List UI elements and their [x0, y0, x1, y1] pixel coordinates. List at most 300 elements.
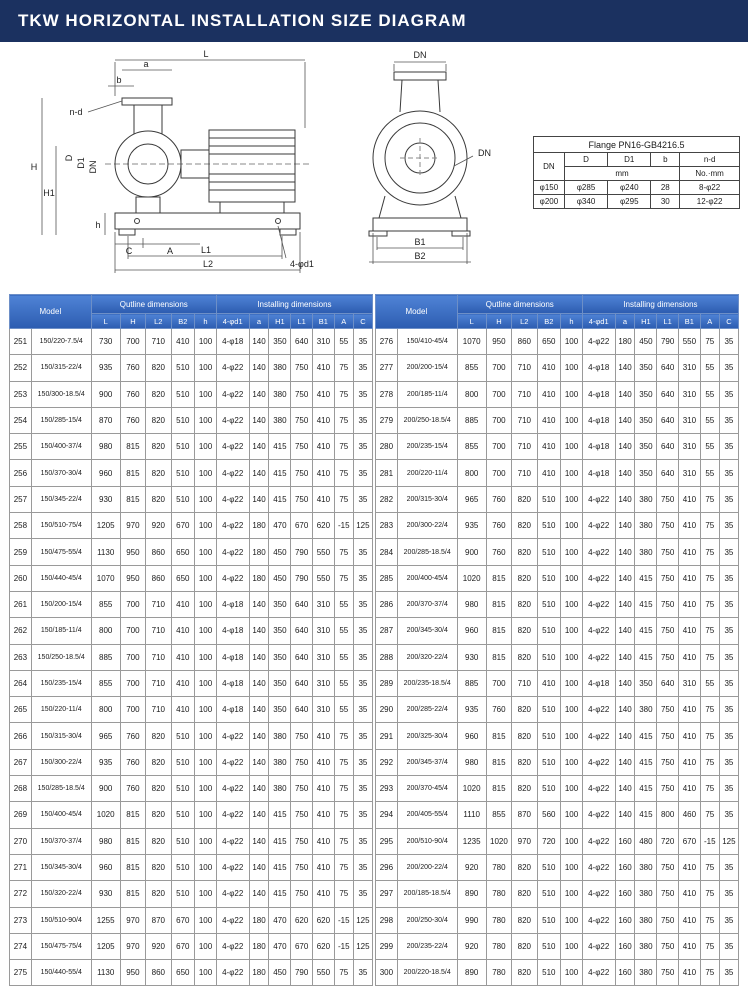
dim-H-label: H	[30, 162, 38, 172]
value-cell: 950	[486, 329, 511, 355]
table-row	[10, 933, 373, 959]
value-cell: 100	[561, 776, 583, 802]
value-cell: 750	[657, 486, 679, 512]
value-cell: 510	[171, 749, 195, 775]
model-cell: 200/320-22/4	[397, 644, 457, 670]
value-cell: 75	[334, 539, 353, 565]
value-cell: 760	[120, 407, 145, 433]
value-cell: 100	[561, 618, 583, 644]
value-cell: 55	[700, 460, 719, 486]
value-cell: 750	[657, 591, 679, 617]
row-index-cell: 265	[10, 697, 32, 723]
value-cell: 100	[561, 460, 583, 486]
outline-dimensions-header: Qutline dimensions	[91, 295, 216, 314]
value-cell: 1110	[457, 802, 486, 828]
value-cell: 670	[171, 907, 195, 933]
value-cell: 550	[679, 329, 701, 355]
col-a: a	[249, 314, 269, 329]
value-cell: 4-φ22	[216, 854, 249, 880]
value-cell: 125	[353, 933, 372, 959]
value-cell: 100	[561, 355, 583, 381]
model-cell: 150/440-45/4	[31, 565, 91, 591]
value-cell: 410	[679, 539, 701, 565]
value-cell: 380	[635, 960, 657, 986]
value-cell: 140	[615, 460, 635, 486]
value-cell: 410	[537, 355, 561, 381]
flange-col-dn: DN	[534, 153, 565, 181]
value-cell: 35	[353, 881, 372, 907]
value-cell: 380	[635, 907, 657, 933]
value-cell: 820	[146, 381, 171, 407]
value-cell: 100	[195, 907, 217, 933]
value-cell: 415	[269, 802, 291, 828]
model-cell: 150/285-15/4	[31, 407, 91, 433]
value-cell: 815	[486, 644, 511, 670]
value-cell: 410	[313, 486, 335, 512]
value-cell: 4-φ22	[216, 802, 249, 828]
value-cell: 890	[457, 960, 486, 986]
value-cell: 35	[719, 644, 738, 670]
value-cell: 700	[120, 591, 145, 617]
col-A: A	[334, 314, 353, 329]
value-cell: 670	[171, 933, 195, 959]
value-cell: 35	[353, 434, 372, 460]
row-index-cell: 275	[10, 960, 32, 986]
value-cell: 55	[334, 329, 353, 355]
model-cell: 200/250-30/4	[397, 907, 457, 933]
row-index-cell: 276	[376, 329, 398, 355]
value-cell: 100	[561, 486, 583, 512]
value-cell: 100	[561, 697, 583, 723]
value-cell: φ340	[564, 195, 607, 209]
value-cell: 860	[146, 539, 171, 565]
dim-B1-label: B1	[414, 237, 426, 247]
value-cell: 750	[657, 513, 679, 539]
table-row	[10, 881, 373, 907]
value-cell: 750	[657, 618, 679, 644]
value-cell: 870	[146, 907, 171, 933]
value-cell: 30	[651, 195, 680, 209]
value-cell: 790	[291, 565, 313, 591]
value-cell: 310	[679, 460, 701, 486]
table-row	[10, 539, 373, 565]
value-cell: 900	[457, 539, 486, 565]
value-cell: 35	[353, 802, 372, 828]
model-cell: 150/220-11/4	[31, 697, 91, 723]
value-cell: 510	[537, 933, 561, 959]
value-cell: 75	[700, 854, 719, 880]
value-cell: 710	[512, 355, 537, 381]
value-cell: 4-φ22	[216, 749, 249, 775]
value-cell: 75	[700, 907, 719, 933]
table-row	[376, 907, 739, 933]
value-cell: 75	[700, 565, 719, 591]
value-cell: 350	[269, 591, 291, 617]
value-cell: 160	[615, 933, 635, 959]
value-cell: 4-φ18	[216, 618, 249, 644]
value-cell: 815	[486, 749, 511, 775]
value-cell: 75	[334, 565, 353, 591]
value-cell: 410	[679, 618, 701, 644]
value-cell: 820	[512, 881, 537, 907]
value-cell: 4-φ22	[582, 697, 615, 723]
value-cell: φ285	[564, 181, 607, 195]
value-cell: 350	[635, 381, 657, 407]
value-cell: 750	[291, 355, 313, 381]
value-cell: 710	[146, 670, 171, 696]
value-cell: 100	[561, 407, 583, 433]
value-cell: 930	[91, 881, 120, 907]
value-cell: 750	[291, 723, 313, 749]
value-cell: 800	[457, 381, 486, 407]
value-cell: 510	[537, 565, 561, 591]
value-cell: 480	[635, 828, 657, 854]
value-cell: 100	[195, 802, 217, 828]
row-index-cell: 260	[10, 565, 32, 591]
model-cell: 150/220-7.5/4	[31, 329, 91, 355]
value-cell: 750	[657, 881, 679, 907]
value-cell: 55	[700, 407, 719, 433]
value-cell: 100	[561, 907, 583, 933]
value-cell: 510	[537, 513, 561, 539]
value-cell: 970	[120, 513, 145, 539]
col-C: C	[719, 314, 738, 329]
value-cell: 140	[615, 776, 635, 802]
value-cell: 380	[269, 749, 291, 775]
value-cell: 8-φ22	[680, 181, 740, 195]
dim-L2-label: L2	[202, 259, 214, 269]
value-cell: 965	[91, 723, 120, 749]
value-cell: 510	[537, 618, 561, 644]
value-cell: 100	[195, 644, 217, 670]
value-cell: 700	[120, 329, 145, 355]
model-cell: 200/345-30/4	[397, 618, 457, 644]
value-cell: 140	[249, 381, 269, 407]
value-cell: 4-φ22	[582, 644, 615, 670]
table-row	[10, 460, 373, 486]
value-cell: 1255	[91, 907, 120, 933]
value-cell: 35	[353, 618, 372, 644]
value-cell: 510	[171, 355, 195, 381]
table-row	[376, 802, 739, 828]
value-cell: 100	[561, 381, 583, 407]
value-cell: 180	[615, 329, 635, 355]
col-C: C	[353, 314, 372, 329]
value-cell: 100	[195, 881, 217, 907]
value-cell: 820	[146, 802, 171, 828]
value-cell: 855	[457, 355, 486, 381]
model-cell: 150/370-37/4	[31, 828, 91, 854]
value-cell: 140	[615, 644, 635, 670]
value-cell: 75	[334, 434, 353, 460]
value-cell: 750	[657, 933, 679, 959]
value-cell: 35	[719, 486, 738, 512]
flange-col-nd: n-d	[680, 153, 740, 167]
value-cell: 140	[615, 802, 635, 828]
flange-unit-mm: mm	[564, 167, 679, 181]
value-cell: 100	[561, 802, 583, 828]
model-cell: 150/400-45/4	[31, 802, 91, 828]
value-cell: 1205	[91, 513, 120, 539]
table-row	[376, 355, 739, 381]
value-cell: 1205	[91, 933, 120, 959]
value-cell: 670	[291, 933, 313, 959]
value-cell: 820	[512, 776, 537, 802]
value-cell: 510	[171, 434, 195, 460]
diagram-section	[0, 42, 748, 292]
value-cell: 310	[679, 670, 701, 696]
value-cell: 620	[313, 933, 335, 959]
value-cell: 410	[679, 854, 701, 880]
value-cell: 410	[679, 960, 701, 986]
model-cell: 150/285-18.5/4	[31, 776, 91, 802]
value-cell: 980	[91, 828, 120, 854]
table-row	[10, 565, 373, 591]
value-cell: 4-φ22	[582, 933, 615, 959]
dimension-table-left-body	[10, 329, 373, 986]
value-cell: 310	[679, 381, 701, 407]
value-cell: 35	[353, 591, 372, 617]
model-cell: 200/400-45/4	[397, 565, 457, 591]
col-H1: H1	[635, 314, 657, 329]
value-cell: 380	[635, 697, 657, 723]
value-cell: 640	[291, 618, 313, 644]
value-cell: 35	[353, 670, 372, 696]
table-row	[376, 407, 739, 433]
value-cell: 4-φ18	[582, 381, 615, 407]
value-cell: 920	[457, 933, 486, 959]
value-cell: 140	[249, 670, 269, 696]
value-cell: 75	[700, 591, 719, 617]
dim-D-label: D	[64, 154, 74, 162]
value-cell: 55	[334, 644, 353, 670]
col-B1: B1	[679, 314, 701, 329]
flange-unit-nd: No.·mm	[680, 167, 740, 181]
flange-table	[533, 136, 740, 209]
value-cell: 760	[486, 486, 511, 512]
value-cell: 640	[291, 644, 313, 670]
table-row	[10, 907, 373, 933]
model-cell: 200/315-30/4	[397, 486, 457, 512]
value-cell: 35	[719, 407, 738, 433]
value-cell: 180	[249, 513, 269, 539]
row-index-cell: 252	[10, 355, 32, 381]
value-cell: 710	[146, 697, 171, 723]
row-index-cell: 263	[10, 644, 32, 670]
value-cell: 820	[512, 907, 537, 933]
value-cell: 140	[615, 539, 635, 565]
value-cell: 75	[700, 960, 719, 986]
value-cell: 760	[120, 381, 145, 407]
value-cell: 710	[146, 618, 171, 644]
model-cell: 150/235-15/4	[31, 670, 91, 696]
value-cell: 4-φ22	[216, 460, 249, 486]
value-cell: 140	[249, 434, 269, 460]
value-cell: 820	[512, 697, 537, 723]
value-cell: 935	[457, 697, 486, 723]
value-cell: 510	[537, 907, 561, 933]
value-cell: 410	[679, 749, 701, 775]
value-cell: 410	[171, 697, 195, 723]
col-L: L	[457, 314, 486, 329]
value-cell: 4-φ22	[216, 723, 249, 749]
model-cell: 200/300-22/4	[397, 513, 457, 539]
value-cell: 410	[679, 591, 701, 617]
value-cell: 640	[291, 670, 313, 696]
table-row	[10, 513, 373, 539]
value-cell: 75	[700, 933, 719, 959]
value-cell: 415	[635, 776, 657, 802]
value-cell: 990	[457, 907, 486, 933]
value-cell: 415	[635, 618, 657, 644]
model-cell: 150/315-22/4	[31, 355, 91, 381]
value-cell: φ295	[608, 195, 651, 209]
dim-A-label: A	[166, 246, 174, 256]
value-cell: 4-φ22	[216, 434, 249, 460]
value-cell: 410	[313, 723, 335, 749]
value-cell: 750	[291, 854, 313, 880]
value-cell: 650	[171, 960, 195, 986]
dimension-table-left	[9, 294, 373, 986]
value-cell: 870	[512, 802, 537, 828]
value-cell: 55	[700, 434, 719, 460]
value-cell: 35	[353, 854, 372, 880]
value-cell: 55	[700, 355, 719, 381]
value-cell: 100	[561, 933, 583, 959]
value-cell: 100	[195, 565, 217, 591]
dimension-table-right	[375, 294, 739, 986]
value-cell: 410	[679, 697, 701, 723]
value-cell: 960	[457, 618, 486, 644]
model-cell: 150/345-22/4	[31, 486, 91, 512]
side-view-dimension-labels	[31, 49, 314, 269]
model-cell: 150/250-18.5/4	[31, 644, 91, 670]
value-cell: 35	[353, 355, 372, 381]
value-cell: 180	[249, 565, 269, 591]
value-cell: 380	[635, 513, 657, 539]
outline-dimensions-header: Qutline dimensions	[457, 295, 582, 314]
value-cell: 35	[353, 539, 372, 565]
value-cell: 820	[512, 723, 537, 749]
value-cell: 760	[486, 513, 511, 539]
value-cell: 380	[269, 723, 291, 749]
value-cell: 760	[120, 749, 145, 775]
value-cell: 55	[334, 618, 353, 644]
value-cell: 140	[249, 644, 269, 670]
value-cell: 750	[291, 802, 313, 828]
value-cell: 640	[291, 329, 313, 355]
value-cell: 650	[171, 539, 195, 565]
value-cell: 815	[486, 618, 511, 644]
value-cell: 780	[486, 854, 511, 880]
value-cell: 760	[120, 723, 145, 749]
value-cell: 100	[561, 513, 583, 539]
table-row	[534, 195, 740, 209]
value-cell: 35	[353, 460, 372, 486]
value-cell: 100	[195, 697, 217, 723]
value-cell: 4-φ22	[582, 749, 615, 775]
value-cell: 900	[91, 776, 120, 802]
value-cell: 450	[269, 960, 291, 986]
value-cell: 820	[146, 828, 171, 854]
value-cell: 140	[249, 881, 269, 907]
value-cell: 670	[291, 513, 313, 539]
row-index-cell: 281	[376, 460, 398, 486]
value-cell: 855	[457, 434, 486, 460]
value-cell: 75	[334, 381, 353, 407]
value-cell: 980	[457, 749, 486, 775]
value-cell: 4-φ22	[582, 723, 615, 749]
value-cell: 750	[657, 854, 679, 880]
value-cell: 310	[313, 697, 335, 723]
value-cell: 100	[195, 434, 217, 460]
value-cell: 820	[512, 749, 537, 775]
value-cell: 410	[679, 881, 701, 907]
value-cell: 140	[249, 776, 269, 802]
table-row	[10, 486, 373, 512]
value-cell: 75	[334, 960, 353, 986]
value-cell: 700	[486, 670, 511, 696]
value-cell: 4-φ18	[216, 644, 249, 670]
value-cell: 820	[512, 486, 537, 512]
col-a: a	[615, 314, 635, 329]
value-cell: 450	[269, 539, 291, 565]
value-cell: 35	[353, 749, 372, 775]
value-cell: 75	[334, 881, 353, 907]
value-cell: 710	[512, 434, 537, 460]
flange-table-body	[534, 181, 740, 209]
row-index-cell: 254	[10, 407, 32, 433]
model-cell: 200/235-18.5/4	[397, 670, 457, 696]
value-cell: 75	[334, 723, 353, 749]
row-index-cell: 256	[10, 460, 32, 486]
value-cell: 790	[657, 329, 679, 355]
value-cell: 4-φ22	[582, 881, 615, 907]
value-cell: 815	[486, 591, 511, 617]
value-cell: 930	[91, 486, 120, 512]
value-cell: 815	[486, 776, 511, 802]
table-row	[10, 355, 373, 381]
dim-4d1-label: 4-φd1	[290, 259, 314, 269]
value-cell: 55	[334, 697, 353, 723]
model-cell: 150/410-45/4	[397, 329, 457, 355]
value-cell: 970	[120, 933, 145, 959]
dim-D1-label: D1	[76, 157, 86, 169]
value-cell: -15	[334, 907, 353, 933]
value-cell: 4-φ18	[582, 407, 615, 433]
row-index-cell: 279	[376, 407, 398, 433]
value-cell: 410	[537, 381, 561, 407]
value-cell: 815	[120, 460, 145, 486]
installing-dimensions-header: Installing dimensions	[216, 295, 372, 314]
value-cell: 100	[195, 381, 217, 407]
value-cell: 820	[146, 723, 171, 749]
value-cell: 960	[457, 723, 486, 749]
value-cell: 160	[615, 881, 635, 907]
value-cell: 820	[512, 644, 537, 670]
row-index-cell: 284	[376, 539, 398, 565]
table-row	[376, 434, 739, 460]
value-cell: 410	[679, 565, 701, 591]
value-cell: 380	[635, 933, 657, 959]
row-index-cell: 271	[10, 854, 32, 880]
value-cell: 350	[635, 460, 657, 486]
value-cell: 620	[313, 513, 335, 539]
table-row	[376, 960, 739, 986]
value-cell: 415	[269, 460, 291, 486]
value-cell: 100	[195, 670, 217, 696]
table-row	[10, 776, 373, 802]
